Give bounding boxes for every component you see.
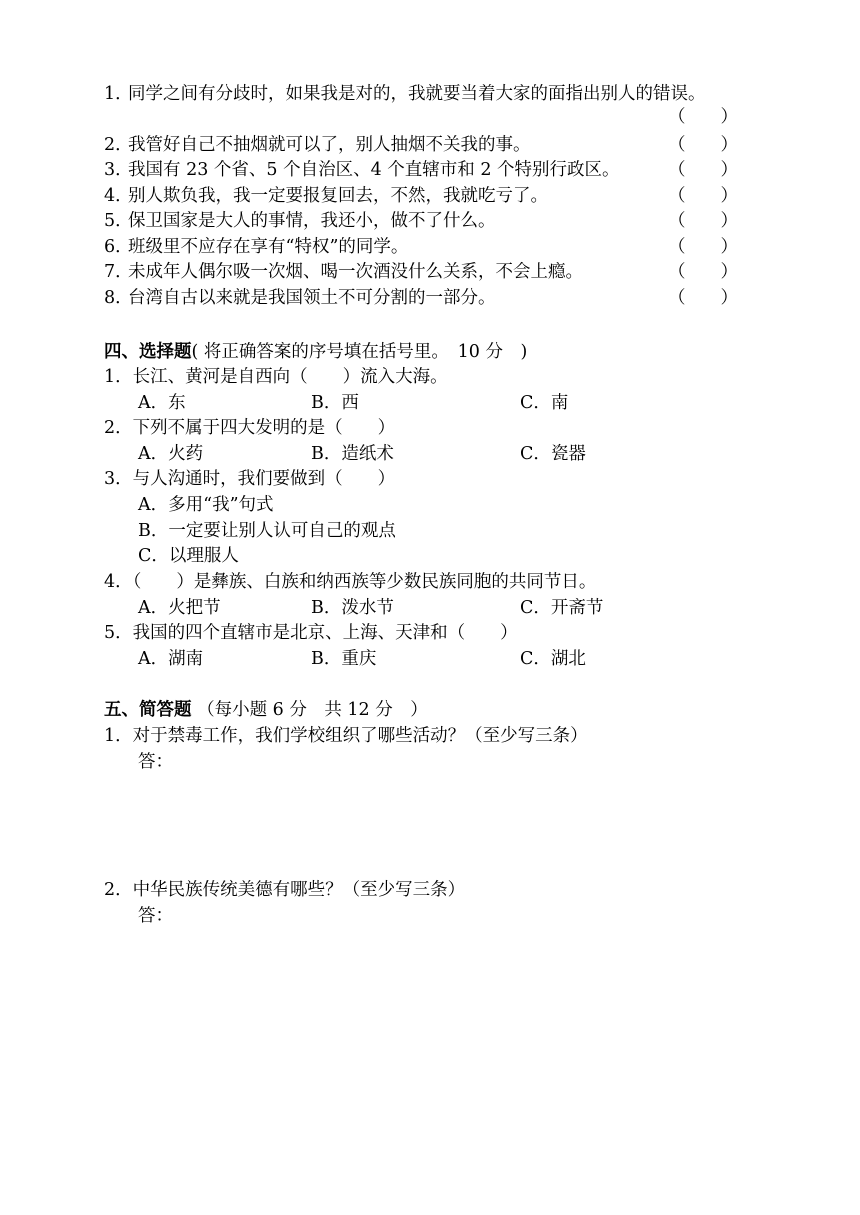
item-text: 我管好自己不抽烟就可以了，别人抽烟不关我的事。: [128, 135, 531, 155]
option-b[interactable]: B．一定要让别人认可自己的观点: [138, 521, 396, 541]
item-number: 2．: [104, 135, 133, 155]
question-text: 3．与人沟通时，我们要做到（ ）: [104, 469, 396, 489]
option-c[interactable]: C．开斋节: [520, 598, 604, 618]
question-text: 2．中华民族传统美德有哪些？（至少写三条）: [104, 880, 466, 900]
answer-label: 答：: [138, 752, 173, 772]
option-a[interactable]: A．东: [138, 393, 186, 413]
answer-parentheses[interactable]: （ ）: [668, 160, 738, 180]
answer-parentheses[interactable]: （ ）: [668, 135, 738, 155]
question-text: 2．下列不属于四大发明的是（ ）: [104, 418, 396, 438]
answer-label: 答：: [138, 906, 173, 926]
item-text: 保卫国家是大人的事情，我还小，做不了什么。: [128, 211, 496, 231]
question-text: 1．长江、黄河是自西向（ ）流入大海。: [104, 367, 448, 387]
item-number: 6．: [104, 237, 133, 257]
item-text: 我国有 23 个省、5 个自治区、4 个直辖市和 2 个特别行政区。: [128, 160, 620, 180]
item-text: 台湾自古以来就是我国领土不可分割的一部分。: [128, 288, 496, 308]
option-c[interactable]: C．湖北: [520, 649, 586, 669]
item-number: 4．: [104, 186, 133, 206]
answer-parentheses[interactable]: （ ）: [668, 237, 738, 257]
option-c[interactable]: C．瓷器: [520, 444, 586, 464]
answer-parentheses[interactable]: （ ）: [668, 107, 738, 127]
answer-area[interactable]: [138, 776, 758, 866]
section-heading-short-answer: [104, 699, 428, 721]
option-a[interactable]: A．多用“我”句式: [138, 495, 274, 515]
item-text: 别人欺负我，我一定要报复回去，不然，我就吃亏了。: [128, 186, 548, 206]
option-b[interactable]: B．泼水节: [311, 598, 394, 618]
option-b[interactable]: B．造纸术: [311, 444, 394, 464]
item-number: 8．: [104, 288, 133, 308]
question-text: 4．（ ）是彝族、白族和纳西族等少数民族同胞的共同节日。: [104, 572, 597, 592]
question-text: 5．我国的四个直辖市是北京、上海、天津和（ ）: [104, 623, 518, 643]
question-text: 1．对于禁毒工作，我们学校组织了哪些活动？（至少写三条）: [104, 726, 588, 746]
option-b[interactable]: B．西: [311, 393, 359, 413]
answer-parentheses[interactable]: （ ）: [668, 262, 738, 282]
section-note: ( 将正确答案的序号填在括号里。 10 分 ): [191, 342, 528, 362]
item-number: 3．: [104, 160, 133, 180]
option-a[interactable]: A．火把节: [138, 598, 221, 618]
answer-area[interactable]: [138, 930, 758, 1130]
item-number: 7．: [104, 262, 133, 282]
answer-parentheses[interactable]: （ ）: [668, 186, 738, 206]
item-number: 1．: [104, 84, 133, 104]
option-a[interactable]: A．火药: [138, 444, 204, 464]
answer-parentheses[interactable]: （ ）: [668, 288, 738, 308]
item-text: 班级里不应存在享有“特权”的同学。: [128, 237, 409, 257]
section-heading-choice: [104, 341, 527, 363]
option-c[interactable]: C．以理服人: [138, 546, 239, 566]
answer-parentheses[interactable]: （ ）: [668, 211, 738, 231]
item-number: 5．: [104, 211, 133, 231]
item-text: 同学之间有分歧时，如果我是对的，我就要当着大家的面指出别人的错误。: [128, 84, 706, 104]
section-note: （每小题 6 分 共 12 分 ）: [197, 700, 428, 720]
option-c[interactable]: C．南: [520, 393, 569, 413]
option-b[interactable]: B．重庆: [311, 649, 377, 669]
section-title: 五、简答题: [104, 700, 192, 720]
section-title: 四、选择题: [104, 342, 192, 362]
item-text: 未成年人偶尔吸一次烟、喝一次酒没什么关系，不会上瘾。: [128, 262, 583, 282]
option-a[interactable]: A．湖南: [138, 649, 204, 669]
